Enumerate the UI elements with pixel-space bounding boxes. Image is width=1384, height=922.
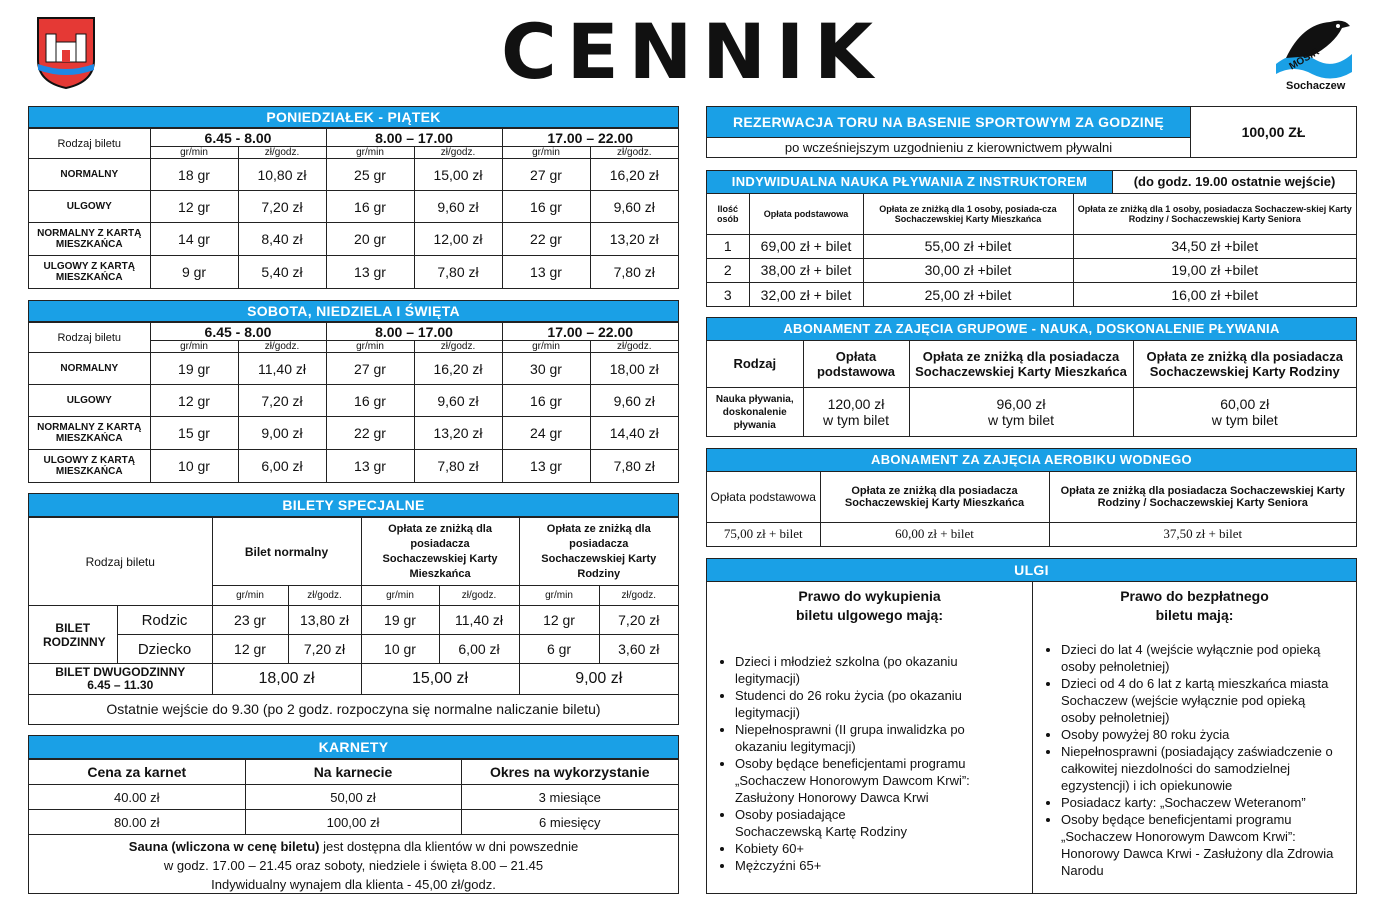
price-note: w tym bilet bbox=[1211, 412, 1278, 429]
row-label: ULGOWY Z KARTĄ MIESZKAŃCA bbox=[29, 256, 150, 289]
price-cell: 50,00 zł bbox=[245, 785, 461, 810]
price-cell: 12 gr bbox=[150, 191, 238, 223]
persons-cell: 3 bbox=[707, 282, 749, 307]
price-value: 120,00 zł bbox=[827, 396, 885, 413]
price-cell: 13 gr bbox=[326, 450, 414, 483]
price-cell: 30 gr bbox=[502, 353, 590, 385]
list-item: • Studenci do 26 roku życia (po okazaniu legitymacji) bbox=[735, 687, 1018, 721]
karnety-table bbox=[28, 735, 679, 894]
price-cell: 9,60 zł bbox=[414, 191, 502, 223]
reduced-title-line: biletu ulgowego mają: bbox=[795, 607, 943, 623]
table-row bbox=[29, 417, 678, 450]
table-row bbox=[707, 234, 1356, 258]
row-label: ULGOWY bbox=[29, 191, 150, 223]
mosir-logo-text: MOSiR bbox=[1287, 46, 1322, 73]
table-row bbox=[29, 606, 678, 635]
price-cell: 13 gr bbox=[502, 256, 590, 289]
price-cell: 8,40 zł bbox=[238, 223, 326, 256]
reduced-list bbox=[707, 653, 1032, 874]
period-header: 6.45 - 8.00 bbox=[150, 129, 326, 147]
price-cell: 18,00 zł bbox=[590, 353, 678, 385]
price-cell: 9 gr bbox=[150, 256, 238, 289]
lane-note: po wcześniejszym uzgodnieniu z kierownictwem pływalni bbox=[707, 138, 1191, 158]
price-cell: 10 gr bbox=[361, 635, 439, 664]
sauna-rental: Indywidualny wynajem dla klienta - 45,00 zł/godz. bbox=[211, 877, 496, 892]
price-cell: 13 gr bbox=[326, 256, 414, 289]
unit-label: zł/godz. bbox=[238, 341, 326, 353]
individual-lessons-table bbox=[706, 170, 1357, 307]
price-cell: 19 gr bbox=[150, 353, 238, 385]
basic-fee-col-header: Opłata podstawowa bbox=[749, 194, 863, 234]
period-header: 8.00 – 17.00 bbox=[326, 129, 502, 147]
group-classes-table bbox=[706, 317, 1357, 437]
price-cell: 16,00 zł +bilet bbox=[1073, 282, 1356, 307]
normal-ticket-header: Bilet normalny bbox=[212, 518, 361, 586]
reduced-title-line: Prawo do wykupienia bbox=[798, 588, 941, 604]
row-label: NORMALNY Z KARTĄ MIESZKAŃCA bbox=[29, 223, 150, 256]
karnet-col-header: Okres na wykorzystanie bbox=[461, 760, 678, 785]
persons-cell: 1 bbox=[707, 234, 749, 258]
free-ticket-column bbox=[1033, 581, 1356, 879]
price-note: w tym bilet bbox=[987, 412, 1055, 429]
weekday-price-table bbox=[28, 106, 679, 289]
price-cell: 19 gr bbox=[361, 606, 439, 635]
price-cell: 16 gr bbox=[326, 385, 414, 417]
price-cell: 12 gr bbox=[150, 385, 238, 417]
price-cell: 16,20 zł bbox=[590, 159, 678, 191]
ticket-type-header: Rodzaj biletu bbox=[29, 129, 150, 159]
weekend-price-table bbox=[28, 300, 679, 483]
row-label: ULGOWY bbox=[29, 385, 150, 417]
period-header: 8.00 – 17.00 bbox=[326, 323, 502, 341]
price-cell: 37,50 zł + bilet bbox=[1049, 522, 1356, 546]
table-row bbox=[707, 522, 1356, 546]
price-cell: 7,20 zł bbox=[599, 606, 678, 635]
price-cell: 10,80 zł bbox=[238, 159, 326, 191]
aerobics-header: ABONAMENT ZA ZAJĘCIA AEROBIKU WODNEGO bbox=[707, 449, 1356, 472]
table-row bbox=[29, 159, 678, 191]
basic-fee-col-header: Opłata podstawowa bbox=[803, 341, 909, 387]
row-label: Nauka pływania, doskonalenie pływania bbox=[707, 387, 803, 437]
price-cell: 7,80 zł bbox=[590, 256, 678, 289]
price-cell: 69,00 zł + bilet bbox=[749, 234, 863, 258]
price-note: w tym bilet bbox=[822, 412, 890, 429]
sauna-hours: w godz. 17.00 – 21.45 oraz soboty, niedziele i święta 8.00 – 21.45 bbox=[163, 858, 544, 873]
weekday-header: PONIEDZIAŁEK - PIĄTEK bbox=[29, 107, 678, 128]
price-cell: 9,00 zł bbox=[519, 664, 678, 695]
list-item: • Kobiety 60+ bbox=[735, 840, 1018, 857]
price-cell: 5,40 zł bbox=[238, 256, 326, 289]
price-cell: 7,20 zł bbox=[288, 635, 361, 664]
table-row bbox=[29, 785, 678, 810]
list-item: • Dzieci do lat 4 (wejście wyłącznie pod opieką osoby pełnoletniej) bbox=[1061, 641, 1338, 675]
unit-label: zł/godz. bbox=[599, 586, 678, 606]
price-cell: 27 gr bbox=[326, 353, 414, 385]
list-item: • Dzieci i młodzież szkolna (po okazaniu legitymacji) bbox=[735, 653, 1018, 687]
price-cell: 9,00 zł bbox=[238, 417, 326, 450]
table-row bbox=[29, 223, 678, 256]
price-cell: 13,80 zł bbox=[288, 606, 361, 635]
price-cell: 9,60 zł bbox=[414, 385, 502, 417]
list-item: • Niepełnosprawni (II grupa inwalidzka po okazaniu legitymacji) bbox=[735, 721, 1018, 755]
free-list bbox=[1033, 641, 1356, 879]
table-row bbox=[29, 810, 678, 835]
unit-label: zł/godz. bbox=[590, 341, 678, 353]
price-cell: 20 gr bbox=[326, 223, 414, 256]
table-row bbox=[29, 385, 678, 417]
persons-cell: 2 bbox=[707, 258, 749, 282]
row-label: NORMALNY Z KARTĄ MIESZKAŃCA bbox=[29, 417, 150, 450]
two-hour-ticket-time: 6.45 – 11.30 bbox=[87, 678, 154, 692]
list-item: • Osoby będące beneficjentami programu „Sochaczew Honorowym Dawcom Krwi”: Zasłużony Honorowy Dawca Krwi bbox=[735, 755, 1018, 806]
period-header: 17.00 – 22.00 bbox=[502, 323, 678, 341]
price-cell: 40.00 zł bbox=[29, 785, 245, 810]
price-cell: 22 gr bbox=[326, 417, 414, 450]
table-row bbox=[29, 353, 678, 385]
resident-card-header: Opłata ze zniżką dla posiadacza Sochaczewskiej Karty Mieszkańca bbox=[361, 518, 519, 586]
price-cell: 12 gr bbox=[519, 606, 599, 635]
price-cell: 6,00 zł bbox=[238, 450, 326, 483]
price-cell: 6,00 zł bbox=[439, 635, 519, 664]
price-cell: 32,00 zł + bilet bbox=[749, 282, 863, 307]
list-item: • Osoby posiadające Sochaczewską Kartę Rodziny bbox=[735, 806, 1018, 840]
price-cell: 12,00 zł bbox=[414, 223, 502, 256]
weekend-header: SOBOTA, NIEDZIELA I ŚWIĘTA bbox=[29, 301, 678, 322]
price-cell: 9,60 zł bbox=[590, 191, 678, 223]
price-cell bbox=[803, 387, 909, 437]
price-cell: 55,00 zł +bilet bbox=[863, 234, 1073, 258]
unit-label: gr/min bbox=[150, 341, 238, 353]
price-cell: 7,80 zł bbox=[414, 450, 502, 483]
price-cell: 13,20 zł bbox=[590, 223, 678, 256]
price-cell: 13 gr bbox=[502, 450, 590, 483]
price-cell: 30,00 zł +bilet bbox=[863, 258, 1073, 282]
discounts-header: ULGI bbox=[707, 559, 1356, 582]
price-cell: 18 gr bbox=[150, 159, 238, 191]
price-cell: 12 gr bbox=[212, 635, 288, 664]
persons-col-header: Ilość osób bbox=[707, 194, 749, 234]
price-cell bbox=[1133, 387, 1356, 437]
type-col-header: Rodzaj bbox=[707, 341, 803, 387]
individual-header: INDYWIDUALNA NAUKA PŁYWANIA Z INSTRUKTOREM bbox=[707, 171, 1113, 194]
price-cell: 15,00 zł bbox=[414, 159, 502, 191]
two-hour-ticket-label bbox=[29, 664, 212, 695]
family-fee-col-header: Opłata ze zniżką dla 1 osoby, posiadacza Sochaczew-skiej Karty Rodziny / Sochaczewskiej Karty Seniora bbox=[1073, 194, 1356, 234]
reduced-title bbox=[707, 587, 1032, 625]
price-cell: 18,00 zł bbox=[212, 664, 361, 695]
family-fee-col-header: Opłata ze zniżką dla posiadacza Sochaczewskiej Karty Rodziny / Sochaczewskiej Karty Seniora bbox=[1049, 472, 1356, 522]
list-item: • Posiadacz karty: „Sochaczew Weteranom” bbox=[1061, 794, 1338, 811]
family-ticket-label: BILET RODZINNY bbox=[29, 606, 117, 664]
karnet-col-header: Na karnecie bbox=[245, 760, 461, 785]
table-row bbox=[29, 256, 678, 289]
period-header: 17.00 – 22.00 bbox=[502, 129, 678, 147]
table-row bbox=[707, 258, 1356, 282]
price-cell: 7,20 zł bbox=[238, 385, 326, 417]
basic-fee-col-header: Opłata podstawowa bbox=[707, 472, 820, 522]
table-row bbox=[29, 450, 678, 483]
ticket-type-header: Rodzaj biletu bbox=[29, 518, 212, 606]
free-title-line: Prawo do bezpłatnego bbox=[1120, 588, 1269, 604]
unit-label: zł/godz. bbox=[590, 147, 678, 159]
mosir-logo bbox=[1272, 14, 1356, 94]
resident-fee-col-header: Opłata ze zniżką dla posiadacza Sochaczewskiej Karty Mieszkańca bbox=[820, 472, 1049, 522]
unit-label: gr/min bbox=[326, 147, 414, 159]
unit-label: gr/min bbox=[502, 341, 590, 353]
special-note: Ostatnie wejście do 9.30 (po 2 godz. rozpoczyna się normalne naliczanie biletu) bbox=[29, 695, 678, 724]
unit-label: zł/godz. bbox=[414, 341, 502, 353]
price-cell: 100,00 zł bbox=[245, 810, 461, 835]
price-cell: 22 gr bbox=[502, 223, 590, 256]
price-value: 60,00 zł bbox=[1220, 396, 1270, 413]
price-cell: 3 miesiące bbox=[461, 785, 678, 810]
two-hour-ticket-name: BILET DWUGODZINNY bbox=[55, 665, 186, 679]
row-label: NORMALNY bbox=[29, 159, 150, 191]
price-cell: 14,40 zł bbox=[590, 417, 678, 450]
unit-label: zł/godz. bbox=[414, 147, 502, 159]
resident-fee-col-header: Opłata ze zniżką dla posiadacza Sochaczewskiej Karty Mieszkańca bbox=[909, 341, 1133, 387]
price-cell: 11,40 zł bbox=[238, 353, 326, 385]
aerobics-table bbox=[706, 448, 1357, 547]
price-cell: 25 gr bbox=[326, 159, 414, 191]
free-title-line: biletu mają: bbox=[1155, 607, 1234, 623]
unit-label: gr/min bbox=[361, 586, 439, 606]
free-title bbox=[1033, 587, 1356, 625]
price-cell: 75,00 zł + bilet bbox=[707, 522, 820, 546]
unit-label: gr/min bbox=[150, 147, 238, 159]
unit-label: gr/min bbox=[519, 586, 599, 606]
price-cell: 23 gr bbox=[212, 606, 288, 635]
price-cell: 60,00 zł + bilet bbox=[820, 522, 1049, 546]
price-cell: 80.00 zł bbox=[29, 810, 245, 835]
price-cell: 13,20 zł bbox=[414, 417, 502, 450]
discounts-section bbox=[706, 558, 1357, 894]
table-row bbox=[707, 387, 1356, 437]
unit-label: gr/min bbox=[212, 586, 288, 606]
period-header: 6.45 - 8.00 bbox=[150, 323, 326, 341]
ticket-type-header: Rodzaj biletu bbox=[29, 323, 150, 353]
row-label: Rodzic bbox=[117, 606, 212, 635]
family-card-header: Opłata ze zniżką dla posiadacza Sochaczewskiej Karty Rodziny bbox=[519, 518, 678, 586]
price-cell: 16 gr bbox=[502, 385, 590, 417]
special-header: BILETY SPECJALNE bbox=[29, 494, 678, 517]
list-item: • Osoby będące beneficjentami programu „Sochaczew Honorowym Dawcom Krwi”: Honorowy Dawca Krwi - Zasłużony dla Zdrowia Narodu bbox=[1061, 811, 1338, 879]
unit-label: zł/godz. bbox=[439, 586, 519, 606]
price-cell: 27 gr bbox=[502, 159, 590, 191]
price-cell: 10 gr bbox=[150, 450, 238, 483]
price-cell: 7,80 zł bbox=[590, 450, 678, 483]
reduced-ticket-column bbox=[707, 581, 1032, 874]
sauna-bold: Sauna (wliczona w cenę biletu) bbox=[128, 839, 320, 854]
lane-price: 100,00 ZŁ bbox=[1241, 124, 1306, 140]
row-label: NORMALNY bbox=[29, 353, 150, 385]
price-cell: 7,20 zł bbox=[238, 191, 326, 223]
price-cell: 16 gr bbox=[502, 191, 590, 223]
price-cell: 16,20 zł bbox=[414, 353, 502, 385]
price-cell: 19,00 zł +bilet bbox=[1073, 258, 1356, 282]
price-cell: 9,60 zł bbox=[590, 385, 678, 417]
karnet-col-header: Cena za karnet bbox=[29, 760, 245, 785]
unit-label: zł/godz. bbox=[238, 147, 326, 159]
table-row bbox=[29, 635, 678, 664]
table-row bbox=[707, 282, 1356, 307]
price-cell: 16 gr bbox=[326, 191, 414, 223]
price-cell: 6 gr bbox=[519, 635, 599, 664]
sauna-text: jest dostępna dla klientów w dni powszednie bbox=[319, 839, 579, 854]
price-cell: 38,00 zł + bilet bbox=[749, 258, 863, 282]
unit-label: zł/godz. bbox=[288, 586, 361, 606]
list-item: • Mężczyźni 65+ bbox=[735, 857, 1018, 874]
lane-reservation bbox=[706, 106, 1357, 158]
list-item: • Niepełnosprawni (posiadający zaświadczenie o całkowitej niezdolności do samodzielnej egzystencji) i ich opiekunowie bbox=[1061, 743, 1338, 794]
price-cell: 11,40 zł bbox=[439, 606, 519, 635]
lane-header: REZERWACJA TORU NA BASENIE SPORTOWYM ZA GODZINĘ bbox=[707, 107, 1191, 138]
price-cell: 7,80 zł bbox=[414, 256, 502, 289]
karnety-header: KARNETY bbox=[29, 736, 678, 759]
price-cell: 24 gr bbox=[502, 417, 590, 450]
page-title: CENNIK bbox=[500, 7, 884, 96]
row-label: ULGOWY Z KARTĄ MIESZKAŃCA bbox=[29, 450, 150, 483]
mosir-logo-city: Sochaczew bbox=[1286, 80, 1346, 92]
resident-fee-col-header: Opłata ze zniżką dla 1 osoby, posiada-cza Sochaczewskiej Karty Mieszkańca bbox=[863, 194, 1073, 234]
family-fee-col-header: Opłata ze zniżką dla posiadacza Sochaczewskiej Karty Rodziny bbox=[1133, 341, 1356, 387]
price-cell: 3,60 zł bbox=[599, 635, 678, 664]
group-header: ABONAMENT ZA ZAJĘCIA GRUPOWE - NAUKA, DOSKONALENIE PŁYWANIA bbox=[707, 318, 1356, 341]
price-cell: 34,50 zł +bilet bbox=[1073, 234, 1356, 258]
price-value: 96,00 zł bbox=[996, 396, 1046, 413]
unit-label: gr/min bbox=[326, 341, 414, 353]
table-row bbox=[29, 664, 678, 695]
table-row bbox=[29, 191, 678, 223]
price-cell: 15 gr bbox=[150, 417, 238, 450]
price-cell: 25,00 zł +bilet bbox=[863, 282, 1073, 307]
list-item: • Osoby powyżej 80 roku życia bbox=[1061, 726, 1338, 743]
list-item: • Dzieci od 4 do 6 lat z kartą mieszkańca miasta Sochaczew (wejście wyłącznie pod opieką osoby pełnoletniej) bbox=[1061, 675, 1338, 726]
special-tickets-table bbox=[28, 493, 679, 725]
price-cell: 15,00 zł bbox=[361, 664, 519, 695]
price-cell bbox=[909, 387, 1133, 437]
row-label: Dziecko bbox=[117, 635, 212, 664]
price-cell: 6 miesięcy bbox=[461, 810, 678, 835]
individual-header-note: (do godz. 19.00 ostatnie wejście) bbox=[1113, 171, 1356, 194]
sauna-info bbox=[29, 835, 678, 894]
price-cell: 14 gr bbox=[150, 223, 238, 256]
unit-label: gr/min bbox=[502, 147, 590, 159]
